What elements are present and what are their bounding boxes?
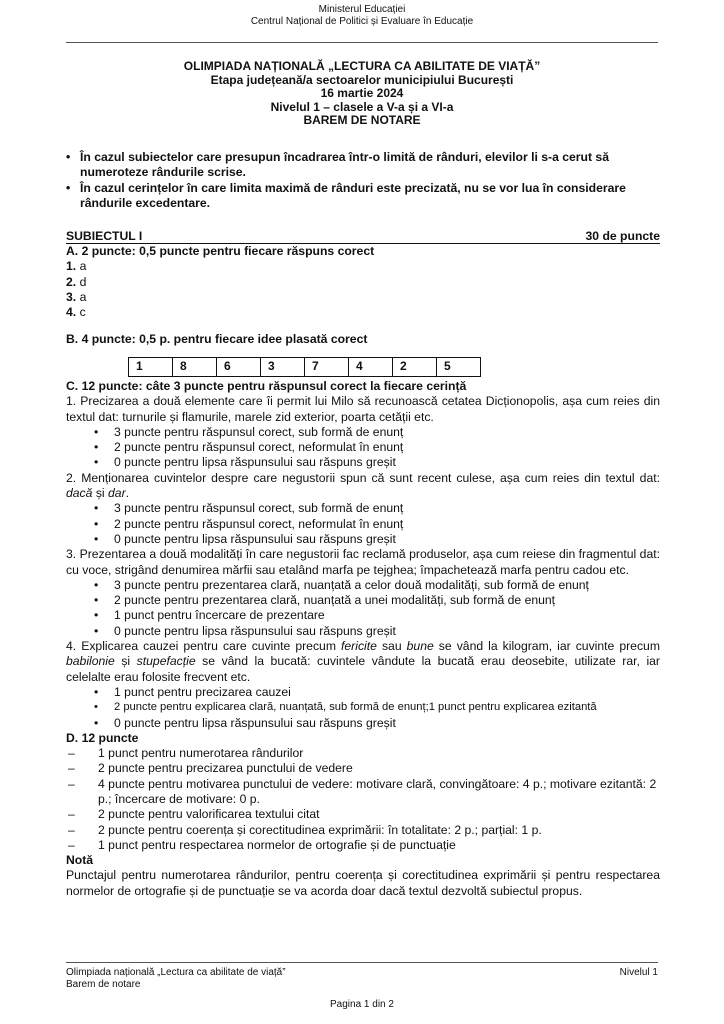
sequence-cell: 4	[349, 357, 393, 376]
criterion-item: – 2 puncte pentru precizarea punctului de vedere	[98, 761, 660, 776]
question-1-criteria	[66, 425, 660, 471]
answer-item: 3. a	[66, 290, 87, 305]
criterion-item: • 3 puncte pentru prezentarea clară, nuanțată a celor două modalități, sub formă de enunț	[114, 578, 660, 593]
sequence-cell: 3	[261, 357, 305, 376]
header-divider	[66, 42, 658, 43]
section-a-answers	[66, 259, 660, 320]
criterion-item: • 3 puncte pentru răspunsul corect, sub formă de enunț	[114, 501, 660, 516]
question-2: 2. Menționarea cuvintelor despre care negustorii spun că sunt recent culese, așa cum reies din textul dat: dacă și dar.	[66, 470, 660, 501]
criterion-item: – 2 puncte pentru coerența și corectitudinea exprimării: în totalitate: 2 p.; parțial: 1 p.	[98, 823, 660, 838]
criterion-item: • 2 puncte pentru explicarea clară, nuanțată, sub formă de enunț;1 punct pentru explicarea ezitantă	[114, 700, 660, 715]
note-text: Punctajul pentru numerotarea rândurilor, pentru coerența și corectitudinea exprimării și pentru respectarea normelor de ortografie și de punctuație se va acorda doar dacă textul dezvoltă subiectul propus.	[66, 868, 660, 898]
footer-level: Nivelul 1	[619, 967, 658, 978]
question-4: 4. Explicarea cauzei pentru care cuvinte precum fericite sau bune se vând la kilogram, iar cuvinte precum babilonie și stupefacție se vând la bucată: cuvintele vândute la bucată erau deosebite, utilizate rar, iar celelalte erau folosite frecvent etc.	[66, 639, 660, 684]
page-header	[0, 0, 724, 28]
criterion-item: • 1 punct pentru precizarea cauzei	[114, 685, 660, 700]
instruction-note: • În cazul subiectelor care presupun încadrarea într-o limită de rânduri, elevilor li s-a cerut să numeroteze rândurile scrise.	[66, 150, 609, 180]
question-3: 3. Prezentarea a două modalități în care negustorii fac reclamă produselor, așa cum reiese din fragmentul dat: cu voce, strigând denumirea mărfii sau etalând marfa pe tejghea; împachetează marfa pentru cadou etc.	[66, 547, 660, 577]
document-body	[66, 150, 660, 899]
criterion-item: • 0 puncte pentru lipsa răspunsului sau răspuns greșit	[114, 455, 660, 470]
center-name: Centrul Național de Politici și Evaluare în Educație	[250, 16, 474, 27]
subject-points: 30 de puncte	[585, 229, 660, 244]
criterion-item: • 3 puncte pentru răspunsul corect, sub formă de enunț	[114, 425, 660, 440]
footer-divider	[66, 962, 658, 963]
criterion-item: • 1 punct pentru încercare de prezentare	[114, 608, 660, 623]
criterion-item: • 0 puncte pentru lipsa răspunsului sau răspuns greșit	[114, 532, 660, 547]
section-d-criteria	[66, 746, 660, 853]
criterion-item: • 0 puncte pentru lipsa răspunsului sau răspuns greșit	[114, 716, 660, 731]
section-d-heading: D. 12 puncte	[66, 730, 139, 745]
criterion-item: • 2 puncte pentru răspunsul corect, neformulat în enunț	[114, 440, 660, 455]
ministry-name: Ministerul Educației	[318, 4, 406, 15]
criterion-item: – 2 puncte pentru valorificarea textului citat	[98, 807, 660, 822]
sequence-table	[128, 357, 481, 377]
question-2-criteria	[66, 501, 660, 547]
question-3-criteria	[66, 578, 660, 639]
footer-doc-type: Barem de notare	[66, 979, 141, 990]
section-a-heading: A. 2 puncte: 0,5 puncte pentru fiecare răspuns corect	[66, 244, 375, 259]
olympiad-title: OLIMPIADA NAȚIONALĂ „LECTURA CA ABILITATE DE VIAȚĂ”	[183, 59, 541, 73]
answer-item: 4. c	[66, 305, 86, 320]
page-number: Pagina 1 din 2	[330, 999, 394, 1010]
question-4-criteria	[66, 685, 660, 731]
sequence-cell: 5	[437, 357, 481, 376]
criterion-item: • 2 puncte pentru răspunsul corect, neformulat în enunț	[114, 517, 660, 532]
footer-olympiad: Olimpiada națională „Lectura ca abilitate de viață”	[66, 967, 286, 978]
section-b-heading: B. 4 puncte: 0,5 p. pentru fiecare idee plasată corect	[66, 331, 368, 346]
page-footer	[66, 967, 658, 1011]
sequence-cell: 7	[305, 357, 349, 376]
criterion-item: • 2 puncte pentru prezentarea clară, nuanțată a unei modalități, sub formă de enunț	[114, 593, 660, 608]
bullet-icon: •	[66, 180, 71, 195]
stage-title: Etapa județeană/a sectoarelor municipiului București	[210, 72, 514, 87]
criterion-item: – 1 punct pentru respectarea normelor de ortografie și de punctuație	[98, 838, 660, 853]
doc-title: BAREM DE NOTARE	[303, 113, 421, 128]
instruction-note: • În cazul cerințelor în care limita maximă de rânduri este precizată, nu se vor lua în considerare rândurile excedentare.	[66, 180, 626, 210]
level: Nivelul 1 – clasele a V-a și a VI-a	[270, 99, 454, 114]
criterion-item: – 4 puncte pentru motivarea punctului de vedere: motivare clară, convingătoare: 4 p.; motivare ezitantă: 2 p.; încercare de motivare: 0 p.	[98, 777, 660, 808]
sequence-cell: 6	[217, 357, 261, 376]
note-heading: Notă	[66, 853, 94, 868]
date: 16 martie 2024	[320, 86, 404, 101]
bullet-icon: •	[66, 150, 71, 164]
sequence-cell: 8	[173, 357, 217, 376]
sequence-cell: 1	[129, 357, 173, 376]
title-block	[66, 60, 658, 128]
sequence-cell: 2	[393, 357, 437, 376]
subject-heading	[66, 229, 660, 244]
answer-item: 1. a	[66, 259, 87, 274]
answer-item: 2. d	[66, 274, 87, 289]
section-c-heading: C. 12 puncte: câte 3 puncte pentru răspunsul corect la fiecare cerință	[66, 378, 467, 393]
question-1: 1. Precizarea a două elemente care îi permit lui Milo să recunoască cetatea Dicționopolis, așa cum reies din textul dat: turnurile și flamurile, marele zid exterior, poarta cetății etc.	[66, 394, 660, 424]
subject-label: SUBIECTUL I	[66, 229, 143, 244]
criterion-item: • 0 puncte pentru lipsa răspunsului sau răspuns greșit	[114, 624, 660, 639]
criterion-item: – 1 punct pentru numerotarea rândurilor	[98, 746, 660, 761]
